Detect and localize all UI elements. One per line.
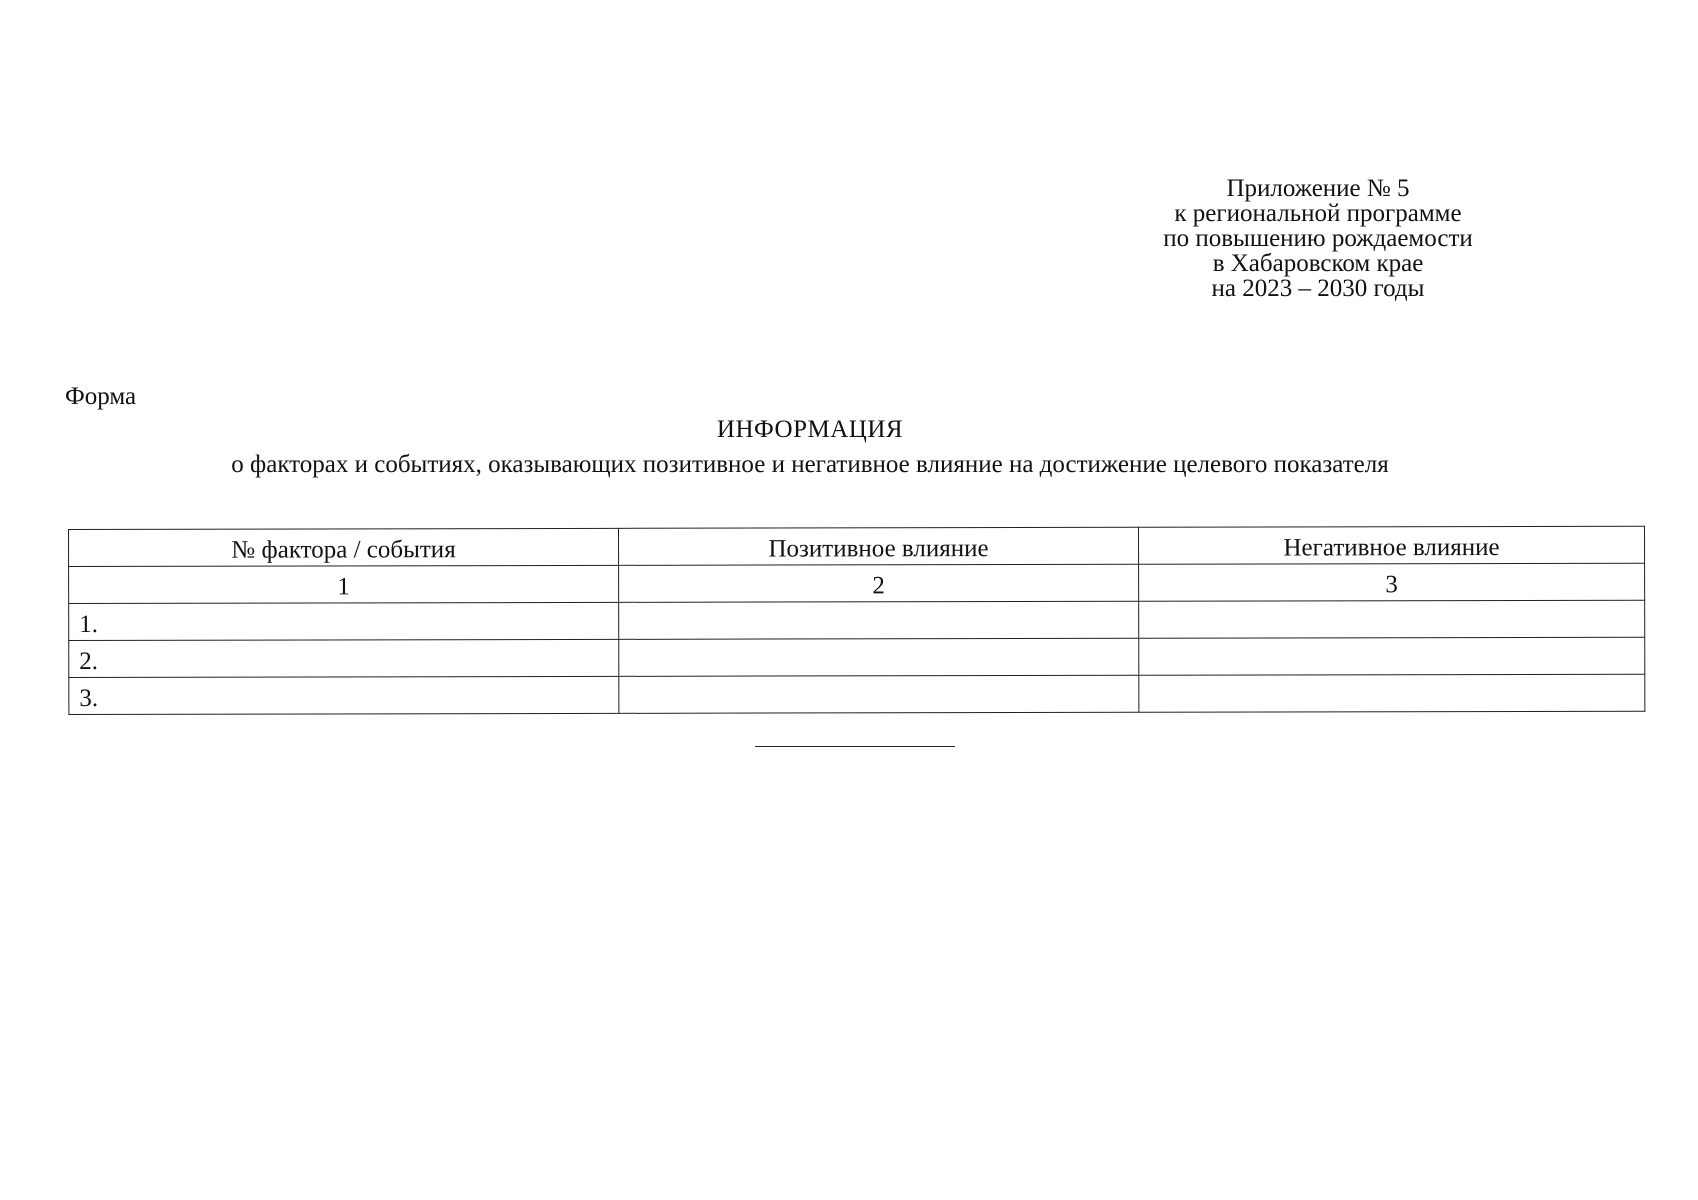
- table-row: [69, 637, 1645, 677]
- column-number-3: 3: [1139, 563, 1645, 601]
- positive-cell: [619, 601, 1139, 639]
- column-number-2: 2: [619, 564, 1139, 602]
- header-factor-number: № фактора / события: [69, 528, 619, 566]
- appendix-line-4: в Хабаровском крае: [1212, 250, 1424, 277]
- table-row: [69, 600, 1645, 640]
- row-number-cell: 1.: [69, 602, 619, 640]
- row-number-cell: 2.: [69, 639, 619, 677]
- column-number-row: [69, 563, 1645, 603]
- positive-cell: [619, 675, 1139, 713]
- form-label: Форма: [65, 383, 137, 410]
- column-number-1: 1: [69, 565, 619, 603]
- header-positive-influence: Позитивное влияние: [618, 527, 1138, 565]
- appendix-block: [1118, 176, 1518, 301]
- document-title: ИНФОРМАЦИЯ: [716, 416, 904, 443]
- row-number-cell: 3.: [69, 676, 619, 714]
- info-table: [68, 526, 1645, 715]
- negative-cell: [1139, 637, 1645, 675]
- appendix-line-1: Приложение № 5: [1226, 175, 1410, 202]
- positive-cell: [619, 638, 1139, 676]
- table-header-row: [69, 526, 1645, 566]
- header-negative-influence: Негативное влияние: [1138, 526, 1644, 564]
- negative-cell: [1139, 600, 1645, 638]
- table-row: [69, 674, 1645, 714]
- document-subtitle: о факторах и событиях, оказывающих позитивное и негативное влияние на достижение целевого показателя: [231, 451, 1389, 478]
- negative-cell: [1139, 674, 1645, 712]
- appendix-line-5: на 2023 – 2030 годы: [1211, 275, 1425, 302]
- appendix-line-2: к региональной программе: [1174, 200, 1462, 227]
- closing-rule: [755, 746, 955, 747]
- appendix-line-3: по повышению рождаемости: [1163, 225, 1473, 252]
